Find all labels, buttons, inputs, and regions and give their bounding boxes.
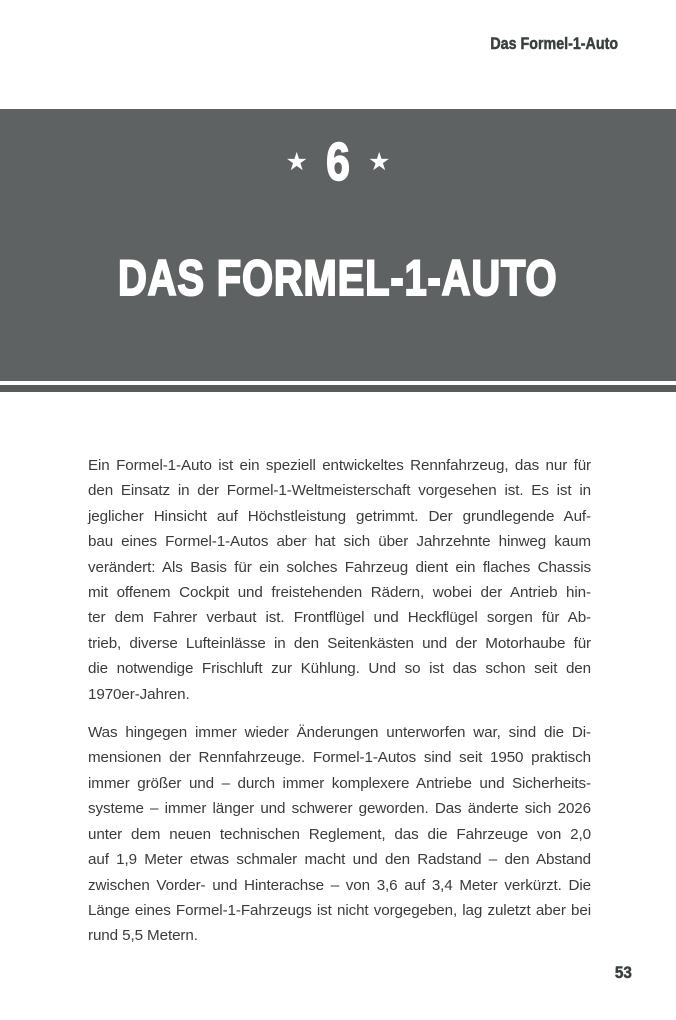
page-number-text: 53 [614, 963, 632, 982]
text-line: 1970er-Jahren. [88, 685, 190, 703]
text-line: unter dem neuen technischen Reglement, das die Fahrzeuge von 2,0 [88, 825, 591, 843]
chapter-banner [0, 109, 676, 381]
text-line: ter dem Fahrer verbaut ist. Frontflügel und Heckflügel sorgen für Ab- [88, 609, 591, 627]
text-line: jeglicher Hinsicht auf Höchstleistung getrimmt. Der grundlegende Auf- [88, 507, 591, 525]
text-line: Ein Formel-1-Auto ist ein speziell entwickeltes Rennfahrzeug, das nur für [88, 457, 591, 474]
text-line: mensionen der Rennfahrzeuge. Formel-1-Autos sind seit 1950 praktisch [88, 749, 591, 767]
running-header [466, 34, 618, 54]
text-line: immer größer und – durch immer komplexere Antriebe und Sicherheits- [88, 774, 591, 792]
chapter-number-row [0, 132, 676, 192]
text-line: Was hingegen immer wieder Änderungen unterworfen war, sind die Di- [88, 724, 591, 742]
star-left-icon: ★ [285, 147, 308, 176]
text-line: auf 1,9 Meter etwas schmaler macht und den Radstand – den Abstand [88, 851, 591, 869]
text-line: verändert: Als Basis für ein solches Fahrzeug dient ein flaches Chassis [88, 558, 591, 576]
body-paragraph [88, 720, 591, 949]
text-line: die notwendige Frischluft zur Kühlung. Und so ist das schon seit den [88, 660, 591, 678]
chapter-title [0, 250, 676, 306]
text-line: zwischen Vorder- und Hinterachse – von 3,6 auf 3,4 Meter verkürzt. Die [88, 876, 591, 894]
text-line: den Einsatz in der Formel-1-Weltmeisterschaft vorgesehen ist. Es ist in [88, 482, 591, 500]
text-line: rund 5,5 Metern. [88, 927, 198, 945]
body-text [88, 453, 591, 962]
running-header-text: Das Formel-1-Auto [490, 34, 618, 53]
text-line: bau eines Formel-1-Autos aber hat sich über Jahrzehnte hinweg kaum [88, 533, 591, 551]
text-line: trieb, diverse Lufteinlässe in den Seitenkästen und der Motorhaube für [88, 634, 591, 652]
star-right-icon: ★ [368, 147, 391, 176]
chapter-title-text: DAS FORMEL-1-AUTO [118, 250, 558, 306]
text-line: mit offenem Cockpit und freistehenden Rädern, wobei der Antrieb hin- [88, 584, 591, 602]
page-number [613, 963, 632, 983]
banner-rule-divider [0, 385, 676, 392]
body-paragraph [88, 453, 591, 707]
text-line: Länge eines Formel-1-Fahrzeugs ist nicht vorgegeben, lag zuletzt aber bei [88, 901, 591, 919]
chapter-number: 6 [325, 132, 351, 192]
text-line: systeme – immer länger und schwerer geworden. Das änderte sich 2026 [88, 800, 591, 818]
